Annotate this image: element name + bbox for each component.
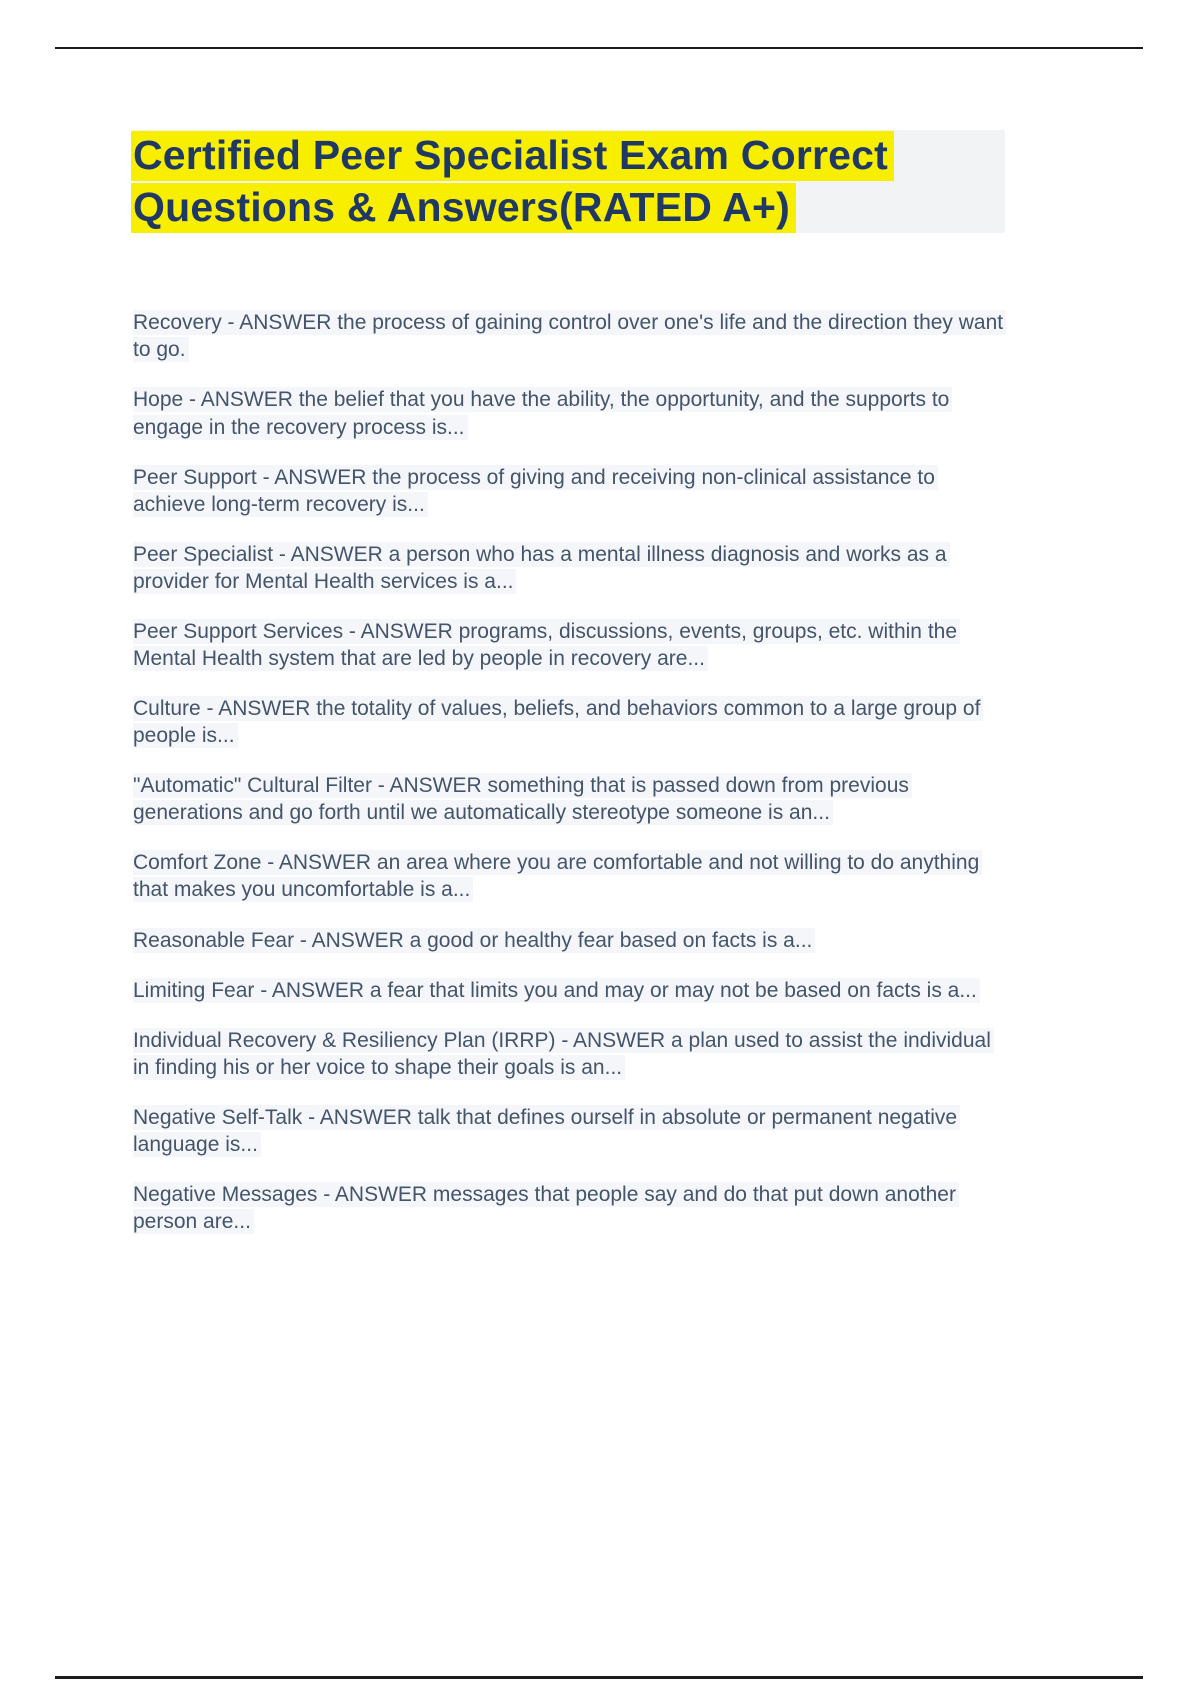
qa-paragraph (133, 1181, 1005, 1235)
qa-paragraph (133, 927, 1005, 954)
qa-text: Culture - ANSWER the totality of values, beliefs, and behaviors common to a large group of people is... (133, 696, 983, 748)
qa-text: Reasonable Fear - ANSWER a good or healthy fear based on facts is a... (133, 928, 815, 953)
qa-text: Peer Specialist - ANSWER a person who has a mental illness diagnosis and works as a provider for Mental Health services is a... (133, 542, 950, 594)
qa-paragraph (133, 309, 1005, 363)
bottom-rule (55, 1676, 1143, 1679)
qa-text: Hope - ANSWER the belief that you have the ability, the opportunity, and the supports to engage in the recovery process is... (133, 387, 952, 439)
qa-text: Negative Self-Talk - ANSWER talk that defines ourself in absolute or permanent negative language is... (133, 1105, 960, 1157)
qa-text: Peer Support Services - ANSWER programs, discussions, events, groups, etc. within the Mental Health system that are led by people in recovery are... (133, 619, 960, 671)
qa-text: Comfort Zone - ANSWER an area where you are comfortable and not willing to do anything that makes you uncomfortable is a... (133, 850, 982, 902)
title-line-1-backdrop (133, 130, 1005, 182)
qa-paragraph (133, 1104, 1005, 1158)
qa-paragraph (133, 849, 1005, 903)
qa-paragraph (133, 386, 1005, 440)
qa-paragraph (133, 772, 1005, 826)
title-line-2-backdrop (133, 182, 1005, 234)
qa-paragraph (133, 541, 1005, 595)
qa-paragraph (133, 618, 1005, 672)
qa-text: Recovery - ANSWER the process of gaining control over one's life and the direction they want to go. (133, 310, 1006, 362)
qa-paragraph (133, 1027, 1005, 1081)
document-title (133, 130, 1005, 233)
qa-list (133, 309, 1005, 1235)
qa-text: Individual Recovery & Resiliency Plan (IRRP) - ANSWER a plan used to assist the individual in finding his or her voice to shape their goals is an... (133, 1028, 994, 1080)
qa-paragraph (133, 464, 1005, 518)
qa-text: Peer Support - ANSWER the process of giving and receiving non-clinical assistance to achieve long-term recovery is... (133, 465, 938, 517)
qa-text: Limiting Fear - ANSWER a fear that limits you and may or may not be based on facts is a... (133, 978, 980, 1003)
title-line-1: Certified Peer Specialist Exam Correct (131, 131, 894, 181)
page-content (133, 130, 1005, 1258)
top-rule (55, 47, 1143, 49)
qa-text: "Automatic" Cultural Filter - ANSWER something that is passed down from previous generations and go forth until we automatically stereotype someone is an... (133, 773, 912, 825)
qa-paragraph (133, 977, 1005, 1004)
title-line-2: Questions & Answers(RATED A+) (131, 183, 796, 233)
qa-paragraph (133, 695, 1005, 749)
qa-text: Negative Messages - ANSWER messages that people say and do that put down another person are... (133, 1182, 959, 1234)
